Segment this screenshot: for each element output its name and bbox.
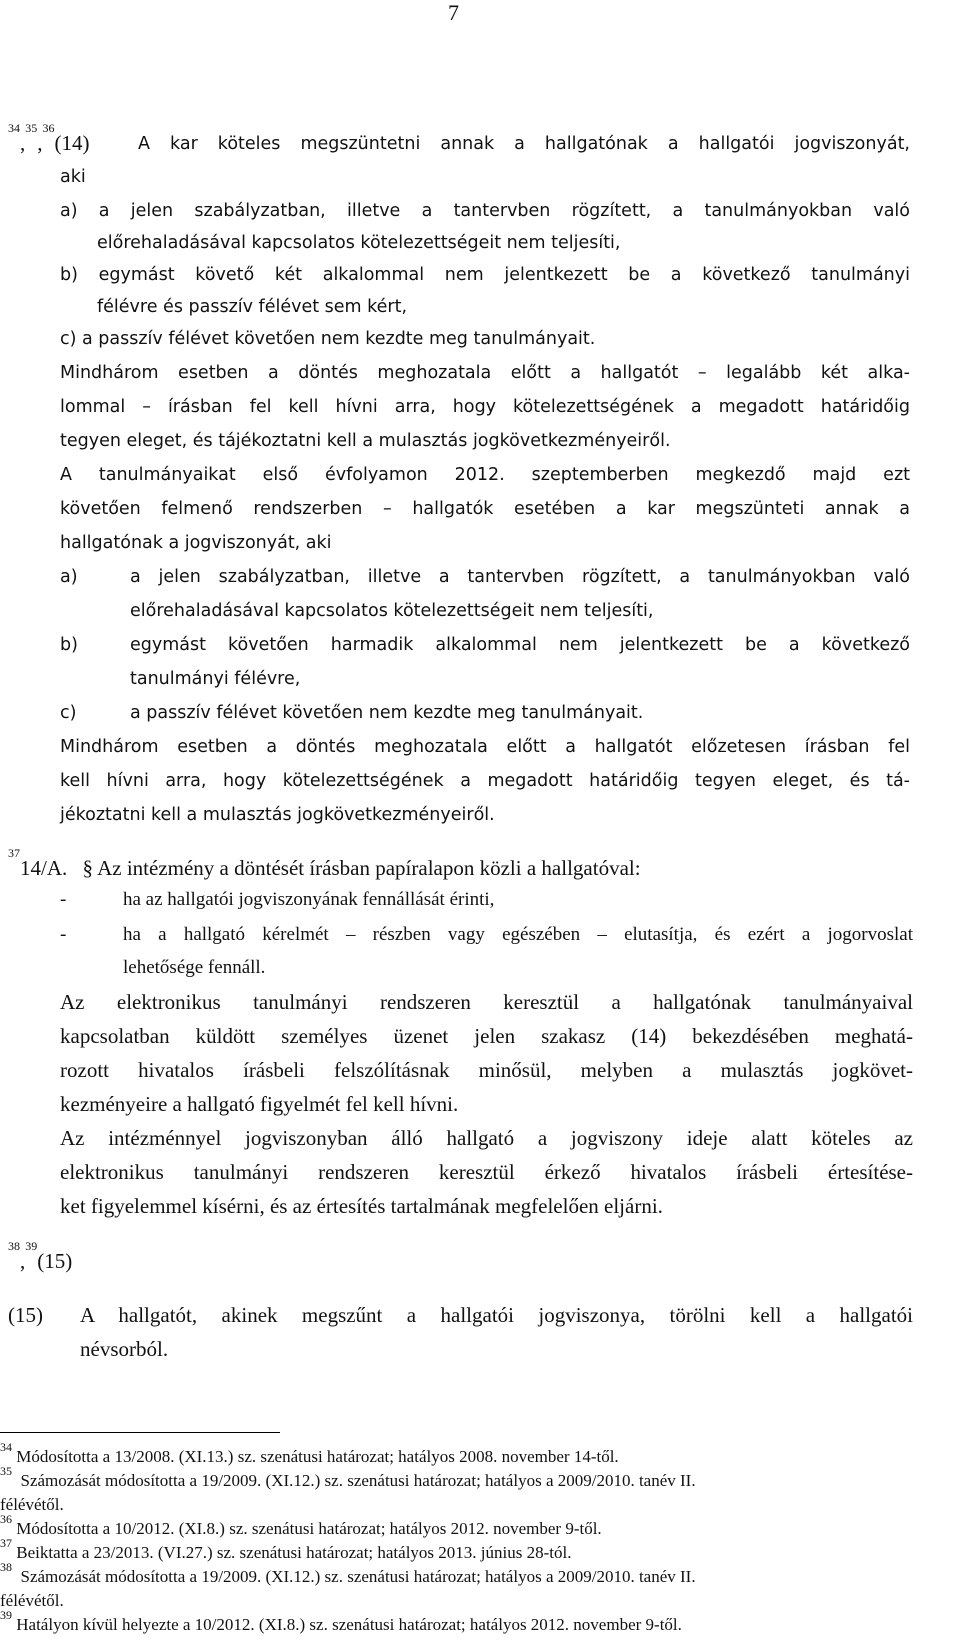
list-a-line1: a jelen szabályzatban, illetve a tantervben rögzített, a tanulmányokban való: [130, 567, 910, 587]
para1-line1: Mindhárom esetben a döntés meghozatala előtt a hallgatót – legalább két alka-: [60, 363, 910, 383]
footnotes: [0, 1440, 915, 1637]
footnote-ref-35[interactable]: 35: [25, 121, 38, 135]
section-15-line2: névsorból.: [80, 1337, 169, 1361]
sec14a-para1-line4: kezményeire a hallgató figyelmét fel kell hívni.: [60, 1092, 459, 1116]
section-14-heading: $^{34}$,$^{35}$,$^{36}$(14): [8, 121, 90, 155]
list-b-line1: egymást követően harmadik alkalommal nem jelentkezett be a következő: [130, 635, 910, 655]
footnote-39: $^{39}$ Hatályon kívül helyezte a 10/2012. (XI.8.) sz. szenátusi határozat; hatályos 2012. november 9-től.: [0, 1608, 682, 1634]
list-a-line2: előrehaladásával kapcsolatos kötelezettségeit nem teljesíti,: [130, 601, 654, 621]
item-b-line1: b) egymást követő két alkalommal nem jelentkezett be a következő tanulmányi: [60, 265, 910, 285]
footnote-34: $^{34}$ Módosította a 13/2008. (XI.13.) sz. szenátusi határozat; hatályos 2008. november 14-től.: [0, 1440, 619, 1466]
section-14a-intro: Az intézmény a döntését írásban papíralapon közli a hallgatóval:: [97, 856, 641, 880]
dash-item-2-line1: ha a hallgató kérelmét – részben vagy egészében – elutasítja, és ezért a jogorvoslat: [123, 924, 913, 945]
sec14a-para1-line3: rozott hivatalos írásbeli felszólításnak minősül, melyben a mulasztás jogkövet-: [60, 1058, 913, 1082]
footnote-ref-37[interactable]: 37: [8, 846, 20, 860]
para2-line3: hallgatónak a jogviszonyát, aki: [60, 533, 332, 553]
para2-line2: követően felmenő rendszerben – hallgatók esetében a kar megszünteti annak a: [60, 499, 910, 519]
footnote-ref-36[interactable]: 36: [42, 121, 55, 135]
dash-item-2-line2: lehetősége fennáll.: [123, 957, 266, 978]
footnote-38-cont: félévétől.: [0, 1591, 64, 1610]
footnote-35-cont: félévétől.: [0, 1495, 64, 1514]
footnote-ref-38[interactable]: 38: [8, 1239, 20, 1253]
item-b-line2: félévre és passzív félévet sem kért,: [97, 297, 408, 317]
para3-line3: jékoztatni kell a mulasztás jogkövetkezményeiről.: [60, 805, 495, 825]
section-14a-heading: $^{37}$14/A. § Az intézmény a döntését írásban papíralapon közli a hallgatóval:: [8, 846, 641, 880]
sec14a-para2-line2: elektronikus tanulmányi rendszeren keresztül érkező hivatalos írásbeli értesítése-: [60, 1160, 913, 1184]
footnote-37: $^{37}$ Beiktatta a 23/2013. (VI.27.) sz. szenátusi határozat; hatályos 2013. június 28-tól.: [0, 1536, 572, 1562]
footnote-38: $^{38}$ Számozását módosította a 19/2009. (XI.12.) sz. szenátusi határozat; hatályos a 2009/2010. tanév II.: [0, 1560, 696, 1586]
section-15-line1: A hallgatót, akinek megszűnt a hallgatói jogviszonya, törölni kell a hallgatói: [80, 1303, 913, 1327]
para1-line3: tegyen eleget, és tájékoztatni kell a mulasztás jogkövetkezményeiről.: [60, 431, 671, 451]
para2-line1: A tanulmányaikat első évfolyamon 2012. szeptemberben megkezdő majd ezt: [60, 465, 910, 485]
section-sign: §: [82, 856, 93, 880]
sec14a-para1-line1: Az elektronikus tanulmányi rendszeren keresztül a hallgatónak tanulmányaival: [60, 990, 913, 1014]
item-a-line1: a) a jelen szabályzatban, illetve a tantervben rögzített, a tanulmányokban való: [60, 201, 910, 221]
sec14a-para2-line1: Az intézménnyel jogviszonyban álló hallgató a jogviszony ideje alatt köteles az: [60, 1126, 913, 1150]
footnote-36: $^{36}$ Módosította a 10/2012. (XI.8.) sz. szenátusi határozat; hatályos 2012. november 9-től.: [0, 1512, 602, 1538]
footnote-35: $^{35}$ Számozását módosította a 19/2009. (XI.12.) sz. szenátusi határozat; hatályos a 2009/2010. tanév II.: [0, 1464, 696, 1490]
list-c-line1: a passzív félévet követően nem kezdte meg tanulmányait.: [130, 703, 644, 723]
dash-item-1-marker: -: [60, 889, 67, 910]
section-label: (14): [54, 131, 90, 155]
list-b-label: b): [60, 635, 78, 655]
section-14-intro: A kar köteles megszüntetni annak a hallgatónak a hallgatói jogviszonyát,: [138, 134, 910, 154]
sec14a-para1-line2: kapcsolatban küldött személyes üzenet jelen szakasz (14) bekezdésében meghatá-: [60, 1024, 913, 1048]
para3-line2: kell hívni arra, hogy kötelezettségének a megadott határidőig tegyen eleget, és tá-: [60, 771, 910, 791]
para1-line2: lommal – írásban fel kell hívni arra, hogy kötelezettségének a megadott határidőig: [60, 397, 910, 417]
item-a-line2: előrehaladásával kapcsolatos kötelezettségeit nem teljesíti,: [97, 233, 621, 253]
dash-item-2-marker: -: [60, 924, 67, 945]
footnote-ref-34[interactable]: 34: [8, 121, 20, 135]
list-b-line2: tanulmányi félévre,: [130, 669, 301, 689]
section-15-heading: $^{38}$,$^{39}$(15): [8, 1239, 73, 1273]
section-14-intro-cont: aki: [60, 167, 86, 187]
footnote-separator: [0, 1432, 280, 1433]
list-a-label: a): [60, 567, 78, 587]
section-15-label: (15): [8, 1303, 43, 1327]
page-number: 7: [448, 0, 459, 25]
item-c-line1: c) a passzív félévet követően nem kezdte meg tanulmányait.: [60, 329, 596, 349]
dash-item-1: ha az hallgatói jogviszonyának fennállását érinti,: [123, 889, 495, 910]
para3-line1: Mindhárom esetben a döntés meghozatala előtt a hallgatót előzetesen írásban fel: [60, 737, 910, 757]
sec14a-para2-line3: ket figyelemmel kísérni, és az értesítés tartalmának megfelelően eljárni.: [60, 1194, 663, 1218]
list-c-label: c): [60, 703, 77, 723]
footnote-ref-39[interactable]: 39: [25, 1239, 38, 1253]
